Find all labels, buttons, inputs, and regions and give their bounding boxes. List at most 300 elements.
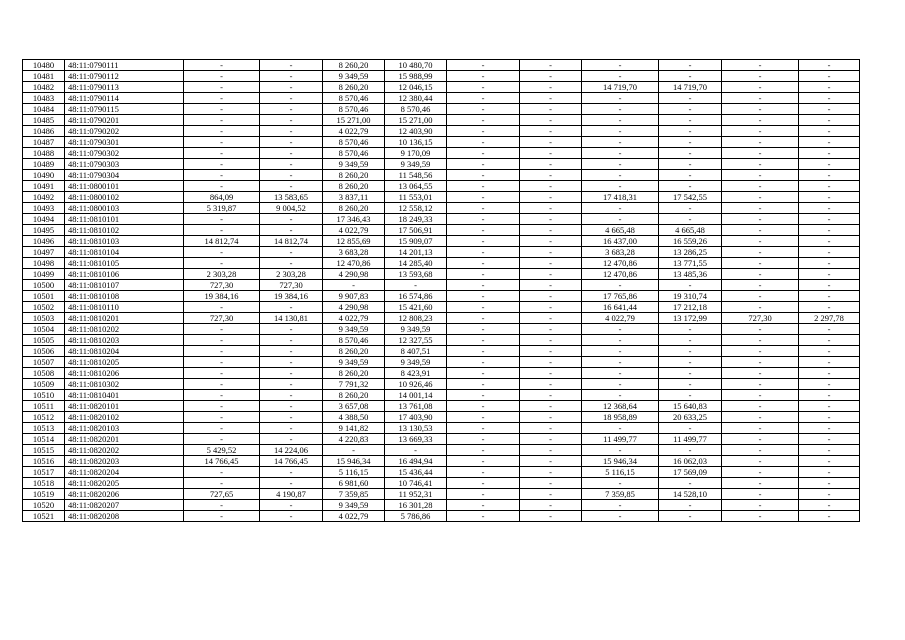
value-cell: 15 946,34 xyxy=(582,456,659,467)
value-cell: 15 946,34 xyxy=(323,456,385,467)
value-cell: 3 683,28 xyxy=(323,247,385,258)
value-cell: 8 570,46 xyxy=(323,104,385,115)
row-number-cell: 10521 xyxy=(23,511,65,522)
value-cell: - xyxy=(447,423,520,434)
value-cell: - xyxy=(520,423,582,434)
value-cell: - xyxy=(184,225,260,236)
row-number-cell: 10515 xyxy=(23,445,65,456)
value-cell: 7 791,32 xyxy=(323,379,385,390)
row-number-cell: 10511 xyxy=(23,401,65,412)
value-cell: 9 349,59 xyxy=(385,324,447,335)
value-cell: - xyxy=(799,280,860,291)
value-cell: - xyxy=(447,159,520,170)
value-cell: 9 141,82 xyxy=(323,423,385,434)
value-cell: - xyxy=(659,511,722,522)
value-cell: 8 570,46 xyxy=(323,335,385,346)
value-cell: - xyxy=(447,93,520,104)
value-cell: 14 812,74 xyxy=(260,236,323,247)
table-row xyxy=(23,368,860,379)
cadastral-number-cell: 48:11:0810201 xyxy=(65,313,184,324)
value-cell: 15 909,07 xyxy=(385,236,447,247)
value-cell: 13 485,36 xyxy=(659,269,722,280)
value-cell: - xyxy=(184,93,260,104)
value-cell: - xyxy=(385,445,447,456)
row-number-cell: 10506 xyxy=(23,346,65,357)
table-row xyxy=(23,412,860,423)
value-cell: 10 136,15 xyxy=(385,137,447,148)
value-cell: - xyxy=(520,71,582,82)
value-cell: - xyxy=(184,71,260,82)
row-number-cell: 10507 xyxy=(23,357,65,368)
value-cell: - xyxy=(447,489,520,500)
table-row xyxy=(23,324,860,335)
value-cell: - xyxy=(260,181,323,192)
value-cell: - xyxy=(722,236,799,247)
value-cell: 12 046,15 xyxy=(385,82,447,93)
value-cell: - xyxy=(447,225,520,236)
table-row xyxy=(23,423,860,434)
cadastral-number-cell: 48:11:0810101 xyxy=(65,214,184,225)
value-cell: 14 130,81 xyxy=(260,313,323,324)
value-cell: - xyxy=(184,500,260,511)
row-number-cell: 10480 xyxy=(23,60,65,71)
row-number-cell: 10510 xyxy=(23,390,65,401)
value-cell: - xyxy=(260,423,323,434)
value-cell: 17 542,55 xyxy=(659,192,722,203)
value-cell: 3 657,08 xyxy=(323,401,385,412)
value-cell: 15 640,83 xyxy=(659,401,722,412)
value-cell: - xyxy=(520,302,582,313)
value-cell: - xyxy=(520,269,582,280)
value-cell: - xyxy=(260,60,323,71)
value-cell: - xyxy=(722,225,799,236)
cadastral-number-cell: 48:11:0790304 xyxy=(65,170,184,181)
cadastral-number-cell: 48:11:0820203 xyxy=(65,456,184,467)
cadastral-number-cell: 48:11:0810110 xyxy=(65,302,184,313)
value-cell: 17 506,91 xyxy=(385,225,447,236)
row-number-cell: 10497 xyxy=(23,247,65,258)
value-cell: - xyxy=(799,401,860,412)
value-cell: - xyxy=(447,456,520,467)
cadastral-number-cell: 48:11:0800101 xyxy=(65,181,184,192)
value-cell: - xyxy=(520,170,582,181)
table-row xyxy=(23,170,860,181)
value-cell: - xyxy=(520,60,582,71)
value-cell: 9 349,59 xyxy=(323,357,385,368)
value-cell: - xyxy=(722,148,799,159)
value-cell: 14 812,74 xyxy=(184,236,260,247)
value-cell: - xyxy=(520,357,582,368)
value-cell: - xyxy=(184,82,260,93)
value-cell: 13 593,68 xyxy=(385,269,447,280)
value-cell: - xyxy=(520,203,582,214)
value-cell: - xyxy=(722,137,799,148)
value-cell: - xyxy=(520,478,582,489)
value-cell: - xyxy=(447,335,520,346)
value-cell: - xyxy=(582,346,659,357)
value-cell: - xyxy=(260,258,323,269)
value-cell: - xyxy=(520,126,582,137)
value-cell: - xyxy=(447,214,520,225)
value-cell: - xyxy=(722,93,799,104)
table-row xyxy=(23,313,860,324)
value-cell: - xyxy=(184,390,260,401)
value-cell: - xyxy=(799,115,860,126)
value-cell: 8 260,20 xyxy=(323,390,385,401)
value-cell: - xyxy=(722,489,799,500)
cadastral-number-cell: 48:11:0790201 xyxy=(65,115,184,126)
value-cell: 6 981,60 xyxy=(323,478,385,489)
table-row xyxy=(23,357,860,368)
value-cell: - xyxy=(799,258,860,269)
value-cell: - xyxy=(520,445,582,456)
value-cell: - xyxy=(582,60,659,71)
value-cell: - xyxy=(659,280,722,291)
value-cell: - xyxy=(184,148,260,159)
value-cell: 8 260,20 xyxy=(323,181,385,192)
value-cell: 9 349,59 xyxy=(385,357,447,368)
value-cell: - xyxy=(447,357,520,368)
value-cell: - xyxy=(184,324,260,335)
row-number-cell: 10518 xyxy=(23,478,65,489)
value-cell: - xyxy=(659,379,722,390)
row-number-cell: 10487 xyxy=(23,137,65,148)
value-cell: - xyxy=(659,137,722,148)
value-cell: - xyxy=(447,302,520,313)
value-cell: - xyxy=(722,302,799,313)
value-cell: - xyxy=(799,302,860,313)
value-cell: - xyxy=(722,126,799,137)
value-cell: - xyxy=(520,335,582,346)
value-cell: 15 271,00 xyxy=(323,115,385,126)
value-cell: - xyxy=(184,423,260,434)
value-cell: - xyxy=(582,390,659,401)
row-number-cell: 10500 xyxy=(23,280,65,291)
value-cell: 4 022,79 xyxy=(323,313,385,324)
cadastral-number-cell: 48:11:0810105 xyxy=(65,258,184,269)
value-cell: - xyxy=(447,236,520,247)
value-cell: - xyxy=(659,500,722,511)
cadastral-number-cell: 48:11:0810205 xyxy=(65,357,184,368)
value-cell: - xyxy=(447,82,520,93)
row-number-cell: 10501 xyxy=(23,291,65,302)
value-cell: 19 384,16 xyxy=(260,291,323,302)
value-cell: - xyxy=(184,302,260,313)
value-cell: - xyxy=(799,489,860,500)
value-cell: - xyxy=(659,115,722,126)
value-cell: - xyxy=(447,126,520,137)
value-cell: 4 022,79 xyxy=(582,313,659,324)
value-cell: 11 499,77 xyxy=(582,434,659,445)
value-cell: - xyxy=(520,324,582,335)
value-cell: - xyxy=(799,225,860,236)
value-cell: - xyxy=(582,203,659,214)
row-number-cell: 10483 xyxy=(23,93,65,104)
value-cell: - xyxy=(520,137,582,148)
value-cell: - xyxy=(659,148,722,159)
value-cell: - xyxy=(184,346,260,357)
row-number-cell: 10499 xyxy=(23,269,65,280)
value-cell: - xyxy=(260,324,323,335)
table-row xyxy=(23,192,860,203)
cadastral-number-cell: 48:11:0820102 xyxy=(65,412,184,423)
value-cell: - xyxy=(722,445,799,456)
value-cell: - xyxy=(447,511,520,522)
table-row xyxy=(23,137,860,148)
value-cell: - xyxy=(722,412,799,423)
table-row xyxy=(23,434,860,445)
value-cell: - xyxy=(722,192,799,203)
value-cell: - xyxy=(184,126,260,137)
value-cell: - xyxy=(722,379,799,390)
value-cell: - xyxy=(659,478,722,489)
row-number-cell: 10481 xyxy=(23,71,65,82)
value-cell: - xyxy=(722,368,799,379)
value-cell: - xyxy=(799,379,860,390)
value-cell: - xyxy=(799,126,860,137)
value-cell: - xyxy=(184,379,260,390)
row-number-cell: 10520 xyxy=(23,500,65,511)
value-cell: - xyxy=(260,401,323,412)
value-cell: - xyxy=(582,214,659,225)
value-cell: - xyxy=(722,478,799,489)
value-cell: - xyxy=(520,258,582,269)
value-cell: - xyxy=(184,412,260,423)
value-cell: 4 022,79 xyxy=(323,511,385,522)
value-cell: - xyxy=(520,412,582,423)
value-cell: - xyxy=(260,71,323,82)
value-cell: - xyxy=(520,159,582,170)
value-cell: - xyxy=(582,126,659,137)
value-cell: - xyxy=(659,390,722,401)
value-cell: - xyxy=(799,357,860,368)
value-cell: 9 004,52 xyxy=(260,203,323,214)
value-cell: 17 418,31 xyxy=(582,192,659,203)
value-cell: 7 359,85 xyxy=(582,489,659,500)
value-cell: - xyxy=(447,115,520,126)
value-cell: - xyxy=(799,390,860,401)
value-cell: 864,09 xyxy=(184,192,260,203)
value-cell: - xyxy=(799,203,860,214)
value-cell: 11 952,31 xyxy=(385,489,447,500)
value-cell: - xyxy=(184,137,260,148)
table-row xyxy=(23,379,860,390)
value-cell: - xyxy=(184,247,260,258)
value-cell: - xyxy=(260,434,323,445)
cadastral-number-cell: 48:11:0790202 xyxy=(65,126,184,137)
value-cell: - xyxy=(799,269,860,280)
value-cell: 9 907,83 xyxy=(323,291,385,302)
value-cell: - xyxy=(520,236,582,247)
value-cell: - xyxy=(722,104,799,115)
cadastral-number-cell: 48:11:0820205 xyxy=(65,478,184,489)
value-cell: 4 022,79 xyxy=(323,225,385,236)
value-cell: 8 407,51 xyxy=(385,346,447,357)
table-row xyxy=(23,335,860,346)
value-cell: 16 559,26 xyxy=(659,236,722,247)
value-cell: 12 380,44 xyxy=(385,93,447,104)
value-cell: - xyxy=(582,170,659,181)
value-cell: - xyxy=(799,60,860,71)
cadastral-number-cell: 48:11:0810104 xyxy=(65,247,184,258)
value-cell: 13 130,53 xyxy=(385,423,447,434)
value-cell: - xyxy=(722,82,799,93)
row-number-cell: 10508 xyxy=(23,368,65,379)
value-cell: - xyxy=(722,181,799,192)
table-row xyxy=(23,258,860,269)
row-number-cell: 10494 xyxy=(23,214,65,225)
cadastral-number-cell: 48:11:0820206 xyxy=(65,489,184,500)
value-cell: - xyxy=(447,500,520,511)
row-number-cell: 10519 xyxy=(23,489,65,500)
value-cell: - xyxy=(799,93,860,104)
value-cell: - xyxy=(582,357,659,368)
value-cell: - xyxy=(722,258,799,269)
value-cell: - xyxy=(184,511,260,522)
row-number-cell: 10489 xyxy=(23,159,65,170)
value-cell: 8 570,46 xyxy=(323,137,385,148)
value-cell: - xyxy=(520,434,582,445)
value-cell: 2 303,28 xyxy=(184,269,260,280)
table-body xyxy=(23,60,860,522)
value-cell: - xyxy=(722,203,799,214)
value-cell: - xyxy=(722,71,799,82)
value-cell: - xyxy=(184,159,260,170)
value-cell: - xyxy=(799,511,860,522)
table-row xyxy=(23,203,860,214)
value-cell: 4 665,48 xyxy=(582,225,659,236)
value-cell: 19 310,74 xyxy=(659,291,722,302)
value-cell: - xyxy=(260,302,323,313)
value-cell: - xyxy=(582,324,659,335)
row-number-cell: 10486 xyxy=(23,126,65,137)
value-cell: - xyxy=(722,159,799,170)
value-cell: - xyxy=(799,456,860,467)
value-cell: - xyxy=(260,500,323,511)
value-cell: 10 480,70 xyxy=(385,60,447,71)
value-cell: - xyxy=(799,434,860,445)
row-number-cell: 10484 xyxy=(23,104,65,115)
value-cell: - xyxy=(659,423,722,434)
value-cell: - xyxy=(659,93,722,104)
cadastral-number-cell: 48:11:0790114 xyxy=(65,93,184,104)
value-cell: - xyxy=(447,71,520,82)
cadastral-number-cell: 48:11:0820207 xyxy=(65,500,184,511)
value-cell: - xyxy=(520,467,582,478)
value-cell: - xyxy=(659,335,722,346)
value-cell: 14 766,45 xyxy=(184,456,260,467)
value-cell: 15 271,00 xyxy=(385,115,447,126)
value-cell: - xyxy=(722,346,799,357)
value-cell: - xyxy=(799,368,860,379)
value-cell: - xyxy=(447,269,520,280)
value-cell: 12 808,23 xyxy=(385,313,447,324)
value-cell: - xyxy=(520,247,582,258)
value-cell: - xyxy=(260,126,323,137)
value-cell: - xyxy=(184,401,260,412)
cadastral-number-cell: 48:11:0800102 xyxy=(65,192,184,203)
table-row xyxy=(23,236,860,247)
value-cell: - xyxy=(184,115,260,126)
value-cell: - xyxy=(447,203,520,214)
value-cell: - xyxy=(260,104,323,115)
value-cell: - xyxy=(799,148,860,159)
row-number-cell: 10495 xyxy=(23,225,65,236)
value-cell: - xyxy=(447,346,520,357)
value-cell: - xyxy=(799,324,860,335)
value-cell: - xyxy=(582,335,659,346)
cadastral-number-cell: 48:11:0810106 xyxy=(65,269,184,280)
value-cell: - xyxy=(799,181,860,192)
value-cell: - xyxy=(184,467,260,478)
value-cell: - xyxy=(184,478,260,489)
value-cell: - xyxy=(799,478,860,489)
value-cell: - xyxy=(799,236,860,247)
row-number-cell: 10516 xyxy=(23,456,65,467)
value-cell: 17 346,43 xyxy=(323,214,385,225)
value-cell: 4 290,98 xyxy=(323,269,385,280)
value-cell: 17 403,90 xyxy=(385,412,447,423)
value-cell: - xyxy=(260,225,323,236)
value-cell: 14 224,06 xyxy=(260,445,323,456)
cadastral-number-cell: 48:11:0820202 xyxy=(65,445,184,456)
value-cell: - xyxy=(385,280,447,291)
value-cell: - xyxy=(799,467,860,478)
value-cell: 4 190,87 xyxy=(260,489,323,500)
value-cell: - xyxy=(447,379,520,390)
value-cell: 5 319,87 xyxy=(184,203,260,214)
value-cell: - xyxy=(447,401,520,412)
cadastral-number-cell: 48:11:0820204 xyxy=(65,467,184,478)
value-cell: - xyxy=(260,115,323,126)
value-cell: 12 327,55 xyxy=(385,335,447,346)
value-cell: - xyxy=(582,137,659,148)
value-cell: - xyxy=(447,445,520,456)
value-cell: 16 574,86 xyxy=(385,291,447,302)
value-cell: - xyxy=(722,390,799,401)
value-cell: - xyxy=(722,335,799,346)
cadastral-number-cell: 48:11:0790301 xyxy=(65,137,184,148)
value-cell: - xyxy=(799,445,860,456)
value-cell: 8 260,20 xyxy=(323,170,385,181)
table-row xyxy=(23,500,860,511)
value-cell: - xyxy=(260,478,323,489)
value-cell: - xyxy=(659,104,722,115)
value-cell: - xyxy=(447,60,520,71)
table-row xyxy=(23,390,860,401)
row-number-cell: 10504 xyxy=(23,324,65,335)
value-cell: - xyxy=(722,357,799,368)
value-cell: 11 548,56 xyxy=(385,170,447,181)
value-cell: - xyxy=(722,247,799,258)
value-cell: - xyxy=(520,225,582,236)
value-cell: - xyxy=(659,368,722,379)
value-cell: - xyxy=(520,368,582,379)
value-cell: 12 855,69 xyxy=(323,236,385,247)
cadastral-number-cell: 48:11:0810107 xyxy=(65,280,184,291)
value-cell: - xyxy=(447,181,520,192)
value-cell: 16 494,94 xyxy=(385,456,447,467)
row-number-cell: 10502 xyxy=(23,302,65,313)
table-row xyxy=(23,115,860,126)
value-cell: - xyxy=(447,104,520,115)
value-cell: - xyxy=(799,137,860,148)
value-cell: 13 761,08 xyxy=(385,401,447,412)
value-cell: - xyxy=(722,500,799,511)
table-row xyxy=(23,71,860,82)
value-cell: - xyxy=(520,291,582,302)
value-cell: - xyxy=(659,445,722,456)
